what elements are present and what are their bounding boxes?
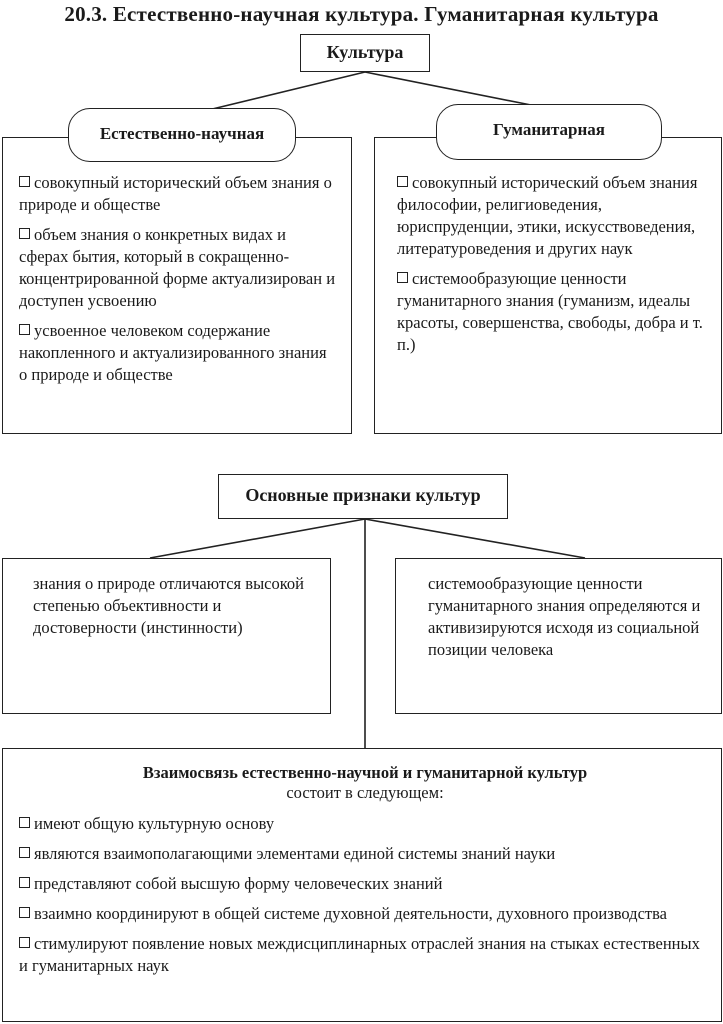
right-panel: [374, 137, 722, 434]
root-to-right-line: [365, 72, 536, 106]
checkbox-icon: [19, 176, 30, 187]
relation-subheading: состоит в следующем:: [286, 783, 444, 802]
checkbox-icon: [397, 272, 408, 283]
features-left-text: знания о природе отличаются высокой степенью объективности и достоверности (инстинности): [33, 574, 304, 637]
list-item: стимулируют появление новых междисциплинарных отраслей знания на стыках естественных и гуманитарных наук: [19, 934, 700, 975]
checkbox-icon: [19, 817, 30, 828]
features-right-text: системообразующие ценности гуманитарного знания определяются и активизируются исходя из социальной позиции человека: [428, 574, 701, 659]
checkbox-icon: [19, 847, 30, 858]
checkbox-icon: [19, 324, 30, 335]
left-branch-label: Естественно-научная: [99, 124, 265, 143]
page-title: 20.3. Естественно-научная культура. Гуманитарная культура: [64, 2, 659, 26]
list-item: усвоенное человеком содержание накопленного и актуализированного знания о природе и обществе: [19, 321, 327, 384]
root-label: Культура: [326, 42, 404, 62]
checkbox-icon: [19, 937, 30, 948]
root-node: [300, 34, 430, 72]
features-label: Основные признаки культур: [245, 485, 481, 505]
root-to-left-line: [200, 72, 365, 112]
list-item: представляют собой высшую форму человеческих знаний: [19, 873, 711, 895]
right-branch-label: Гуманитарная: [492, 120, 605, 139]
features-to-right-line: [365, 519, 585, 558]
checkbox-icon: [19, 877, 30, 888]
features-node: [218, 474, 508, 519]
list-item: совокупный исторический объем знания о природе и обществе: [19, 173, 332, 214]
relation-panel: [2, 748, 722, 1022]
list-item: системообразующие ценности гуманитарного знания (гуманизм, идеалы красоты, совершенства, свободы, добра и т. п.): [397, 269, 703, 354]
features-right-panel: [395, 558, 722, 714]
left-panel: [2, 137, 352, 434]
relation-heading: Взаимосвязь естественно-научной и гуманитарной культур: [142, 763, 588, 782]
list-item: являются взаимополагающими элементами единой системы знаний науки: [19, 843, 711, 865]
list-item: взаимно координируют в общей системе духовной деятельности, духовного производства: [19, 903, 711, 925]
checkbox-icon: [19, 228, 30, 239]
features-to-left-line: [150, 519, 365, 558]
list-item: имеют общую культурную основу: [19, 813, 711, 835]
list-item: объем знания о конкретных видах и сферах бытия, который в сокращенно-концентрированной форме актуализирован и доступен усвоению: [19, 225, 336, 310]
list-item: совокупный исторический объем знания философии, религиоведения, юриспруденции, этики, искусствоведения, литературоведения и других наук: [397, 173, 698, 258]
features-left-panel: [2, 558, 331, 714]
checkbox-icon: [19, 907, 30, 918]
right-branch-node: [436, 104, 662, 160]
left-branch-node: [68, 108, 296, 162]
checkbox-icon: [397, 176, 408, 187]
